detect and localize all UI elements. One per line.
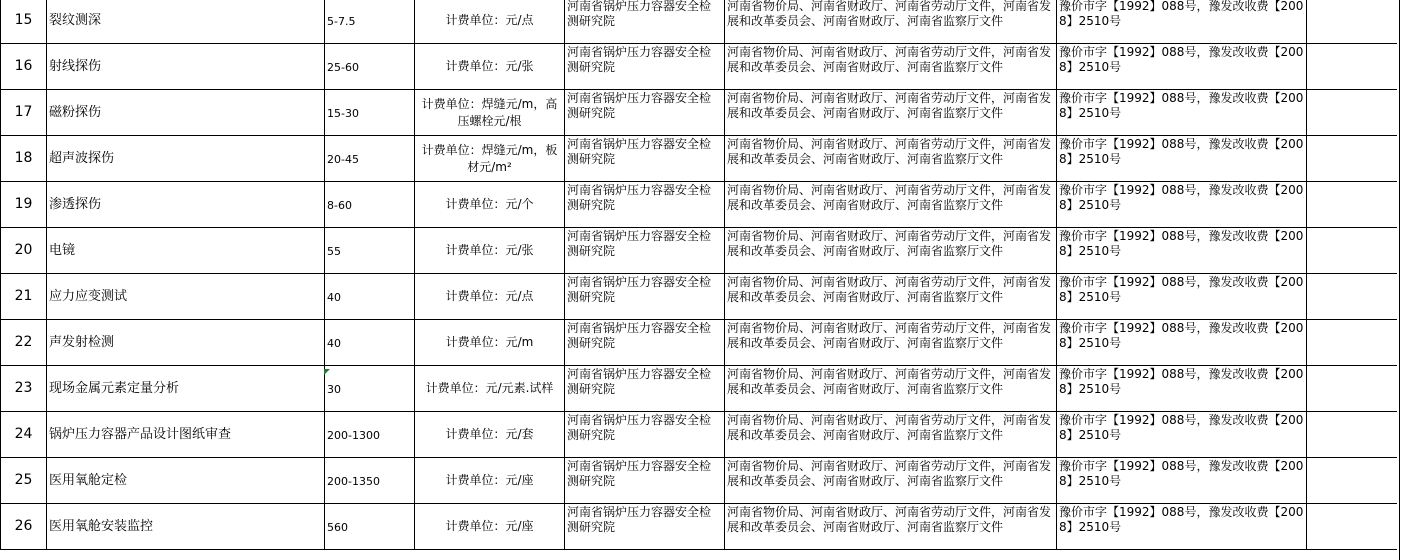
row-number[interactable]: 25: [1, 458, 47, 504]
item-name[interactable]: 现场金属元素定量分析: [47, 366, 325, 412]
item-name[interactable]: 应力应变测试: [47, 274, 325, 320]
row-number[interactable]: 24: [1, 412, 47, 458]
issuing-authority[interactable]: 河南省物价局、河南省财政厅、河南省劳动厅文件，河南省发展和改革委员会、河南省财政厅、河南省监察厅文件: [725, 228, 1057, 274]
item-name[interactable]: 电镜: [47, 228, 325, 274]
agency-name[interactable]: 河南省锅炉压力容器安全检测研究院: [565, 320, 725, 366]
table-row[interactable]: [1, 320, 1397, 366]
empty-cell[interactable]: [1307, 90, 1397, 136]
table-right-border: [1399, 0, 1400, 560]
document-number[interactable]: 豫价市字【1992】088号，豫发改收费【2008】2510号: [1057, 90, 1307, 136]
document-number[interactable]: 豫价市字【1992】088号，豫发改收费【2008】2510号: [1057, 228, 1307, 274]
document-number[interactable]: 豫价市字【1992】088号，豫发改收费【2008】2510号: [1057, 458, 1307, 504]
document-number[interactable]: 豫价市字【1992】088号，豫发改收费【2008】2510号: [1057, 366, 1307, 412]
billing-unit[interactable]: 计费单位：元/m: [415, 320, 565, 366]
price-range[interactable]: 25-60: [325, 44, 415, 90]
price-range[interactable]: 20-45: [325, 136, 415, 182]
empty-cell[interactable]: [1307, 504, 1397, 550]
empty-cell[interactable]: [1307, 274, 1397, 320]
item-name[interactable]: 射线探伤: [47, 44, 325, 90]
agency-name[interactable]: 河南省锅炉压力容器安全检测研究院: [565, 44, 725, 90]
issuing-authority[interactable]: 河南省物价局、河南省财政厅、河南省劳动厅文件，河南省发展和改革委员会、河南省财政厅、河南省监察厅文件: [725, 504, 1057, 550]
item-name[interactable]: 医用氧舱安装监控: [47, 504, 325, 550]
billing-unit[interactable]: 计费单位：元/元素.试样: [415, 366, 565, 412]
item-name[interactable]: 磁粉探伤: [47, 90, 325, 136]
billing-unit[interactable]: 计费单位：元/张: [415, 228, 565, 274]
billing-unit[interactable]: 计费单位：元/座: [415, 458, 565, 504]
table-row[interactable]: [1, 504, 1397, 550]
billing-unit[interactable]: 计费单位：元/个: [415, 182, 565, 228]
item-name[interactable]: 超声波探伤: [47, 136, 325, 182]
billing-unit[interactable]: 计费单位：元/点: [415, 274, 565, 320]
empty-cell[interactable]: [1307, 458, 1397, 504]
price-range[interactable]: 30: [325, 366, 415, 412]
issuing-authority[interactable]: 河南省物价局、河南省财政厅、河南省劳动厅文件，河南省发展和改革委员会、河南省财政厅、河南省监察厅文件: [725, 274, 1057, 320]
row-number[interactable]: 23: [1, 366, 47, 412]
row-number[interactable]: 16: [1, 44, 47, 90]
empty-cell[interactable]: [1307, 182, 1397, 228]
row-number[interactable]: 18: [1, 136, 47, 182]
row-number[interactable]: 19: [1, 182, 47, 228]
billing-unit[interactable]: 计费单位：元/点: [415, 0, 565, 44]
table-row[interactable]: [1, 412, 1397, 458]
price-range[interactable]: 5-7.5: [325, 0, 415, 44]
agency-name[interactable]: 河南省锅炉压力容器安全检测研究院: [565, 412, 725, 458]
issuing-authority[interactable]: 河南省物价局、河南省财政厅、河南省劳动厅文件，河南省发展和改革委员会、河南省财政厅、河南省监察厅文件: [725, 136, 1057, 182]
item-name[interactable]: 裂纹测深: [47, 0, 325, 44]
item-name[interactable]: 医用氧舱定检: [47, 458, 325, 504]
empty-cell[interactable]: [1307, 44, 1397, 90]
agency-name[interactable]: 河南省锅炉压力容器安全检测研究院: [565, 228, 725, 274]
row-number[interactable]: 15: [1, 0, 47, 44]
empty-cell[interactable]: [1307, 0, 1397, 44]
document-number[interactable]: 豫价市字【1992】088号，豫发改收费【2008】2510号: [1057, 0, 1307, 44]
agency-name[interactable]: 河南省锅炉压力容器安全检测研究院: [565, 0, 725, 44]
table-row[interactable]: [1, 90, 1397, 136]
issuing-authority[interactable]: 河南省物价局、河南省财政厅、河南省劳动厅文件，河南省发展和改革委员会、河南省财政厅、河南省监察厅文件: [725, 0, 1057, 44]
agency-name[interactable]: 河南省锅炉压力容器安全检测研究院: [565, 366, 725, 412]
price-range[interactable]: 8-60: [325, 182, 415, 228]
issuing-authority[interactable]: 河南省物价局、河南省财政厅、河南省劳动厅文件，河南省发展和改革委员会、河南省财政厅、河南省监察厅文件: [725, 412, 1057, 458]
empty-cell[interactable]: [1307, 366, 1397, 412]
billing-unit[interactable]: 计费单位：元/套: [415, 412, 565, 458]
agency-name[interactable]: 河南省锅炉压力容器安全检测研究院: [565, 274, 725, 320]
item-name[interactable]: 渗透探伤: [47, 182, 325, 228]
table-row[interactable]: [1, 274, 1397, 320]
row-number[interactable]: 20: [1, 228, 47, 274]
table-row[interactable]: [1, 458, 1397, 504]
agency-name[interactable]: 河南省锅炉压力容器安全检测研究院: [565, 136, 725, 182]
document-number[interactable]: 豫价市字【1992】088号，豫发改收费【2008】2510号: [1057, 274, 1307, 320]
agency-name[interactable]: 河南省锅炉压力容器安全检测研究院: [565, 90, 725, 136]
item-name[interactable]: 声发射检测: [47, 320, 325, 366]
cell-comment-marker: [324, 369, 330, 375]
price-range[interactable]: 15-30: [325, 90, 415, 136]
table-row[interactable]: [1, 44, 1397, 90]
row-number[interactable]: 17: [1, 90, 47, 136]
issuing-authority[interactable]: 河南省物价局、河南省财政厅、河南省劳动厅文件，河南省发展和改革委员会、河南省财政厅、河南省监察厅文件: [725, 366, 1057, 412]
empty-cell[interactable]: [1307, 136, 1397, 182]
price-range[interactable]: 40: [325, 274, 415, 320]
price-range[interactable]: 200-1300: [325, 412, 415, 458]
agency-name[interactable]: 河南省锅炉压力容器安全检测研究院: [565, 458, 725, 504]
document-number[interactable]: 豫价市字【1992】088号，豫发改收费【2008】2510号: [1057, 504, 1307, 550]
issuing-authority[interactable]: 河南省物价局、河南省财政厅、河南省劳动厅文件，河南省发展和改革委员会、河南省财政厅、河南省监察厅文件: [725, 458, 1057, 504]
price-range[interactable]: 55: [325, 228, 415, 274]
issuing-authority[interactable]: 河南省物价局、河南省财政厅、河南省劳动厅文件，河南省发展和改革委员会、河南省财政厅、河南省监察厅文件: [725, 90, 1057, 136]
document-number[interactable]: 豫价市字【1992】088号，豫发改收费【2008】2510号: [1057, 412, 1307, 458]
table-row[interactable]: [1, 366, 1397, 412]
price-range[interactable]: 40: [325, 320, 415, 366]
issuing-authority[interactable]: 河南省物价局、河南省财政厅、河南省劳动厅文件，河南省发展和改革委员会、河南省财政厅、河南省监察厅文件: [725, 320, 1057, 366]
table-row[interactable]: [1, 0, 1397, 44]
row-number[interactable]: 26: [1, 504, 47, 550]
table-body: [1, 0, 1397, 550]
issuing-authority[interactable]: 河南省物价局、河南省财政厅、河南省劳动厅文件，河南省发展和改革委员会、河南省财政厅、河南省监察厅文件: [725, 44, 1057, 90]
price-range[interactable]: 200-1350: [325, 458, 415, 504]
agency-name[interactable]: 河南省锅炉压力容器安全检测研究院: [565, 182, 725, 228]
item-name[interactable]: 锅炉压力容器产品设计图纸审查: [47, 412, 325, 458]
empty-cell[interactable]: [1307, 228, 1397, 274]
issuing-authority[interactable]: 河南省物价局、河南省财政厅、河南省劳动厅文件，河南省发展和改革委员会、河南省财政厅、河南省监察厅文件: [725, 182, 1057, 228]
document-number[interactable]: 豫价市字【1992】088号，豫发改收费【2008】2510号: [1057, 44, 1307, 90]
document-number[interactable]: 豫价市字【1992】088号，豫发改收费【2008】2510号: [1057, 136, 1307, 182]
row-number[interactable]: 21: [1, 274, 47, 320]
empty-cell[interactable]: [1307, 320, 1397, 366]
billing-unit[interactable]: 计费单位：元/张: [415, 44, 565, 90]
document-number[interactable]: 豫价市字【1992】088号，豫发改收费【2008】2510号: [1057, 182, 1307, 228]
price-range[interactable]: 560: [325, 504, 415, 550]
table-row[interactable]: [1, 228, 1397, 274]
table-row[interactable]: [1, 182, 1397, 228]
agency-name[interactable]: 河南省锅炉压力容器安全检测研究院: [565, 504, 725, 550]
billing-unit[interactable]: 计费单位：焊缝元/m，板材元/m²: [415, 136, 565, 182]
empty-cell[interactable]: [1307, 412, 1397, 458]
billing-unit[interactable]: 计费单位：焊缝元/m，高压螺栓元/根: [415, 90, 565, 136]
document-number[interactable]: 豫价市字【1992】088号，豫发改收费【2008】2510号: [1057, 320, 1307, 366]
row-number[interactable]: 22: [1, 320, 47, 366]
table-row[interactable]: [1, 136, 1397, 182]
billing-unit[interactable]: 计费单位：元/座: [415, 504, 565, 550]
